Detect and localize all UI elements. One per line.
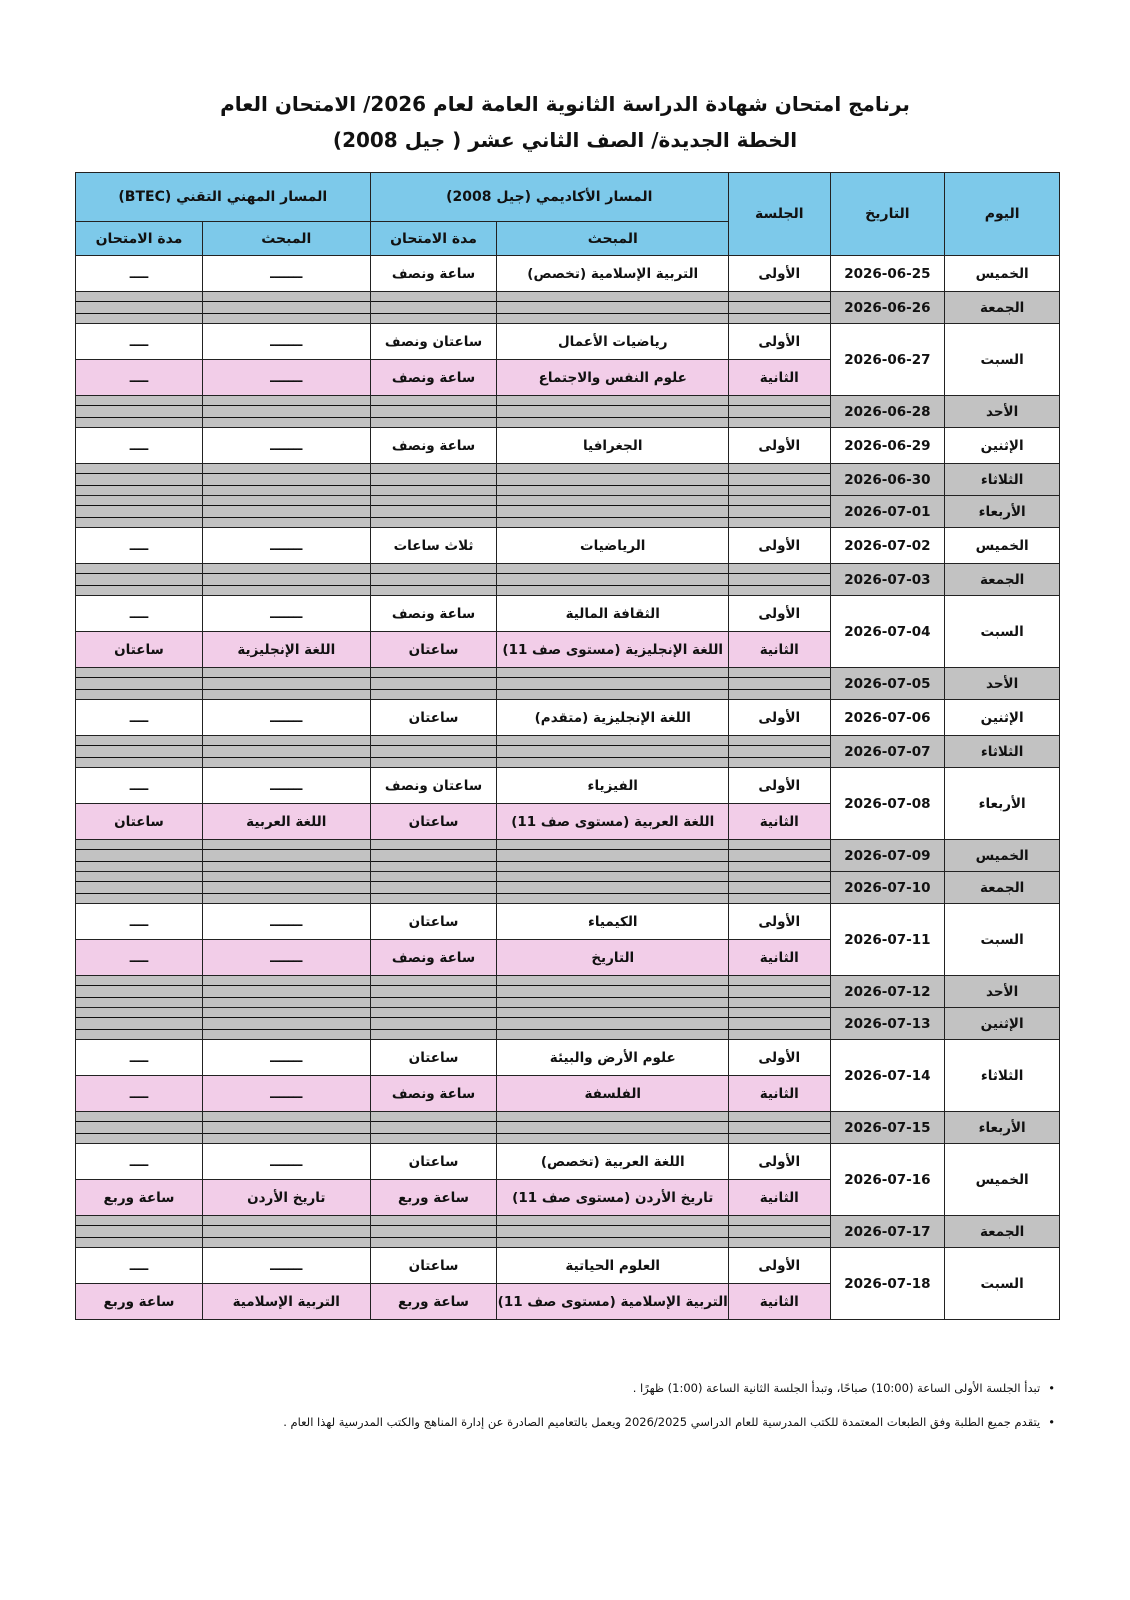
- empty-cell: [729, 976, 831, 1008]
- btec-subject-cell: التربية الإسلامية: [203, 1284, 371, 1320]
- header-day: اليوم: [945, 173, 1060, 256]
- note-item: [60, 1412, 1055, 1432]
- academic-subject-cell: الثقافة المالية: [497, 596, 729, 632]
- empty-cell: [203, 564, 371, 596]
- empty-cell: [497, 496, 729, 528]
- table-row-no-exam: [76, 840, 1060, 872]
- btec-duration-cell: ساعة وربع: [76, 1284, 203, 1320]
- btec-duration-cell: ــــ: [76, 528, 203, 564]
- academic-subject-cell: الجغرافيا: [497, 428, 729, 464]
- academic-subject-cell: علوم الأرض والبيئة: [497, 1040, 729, 1076]
- table-row: [76, 1248, 1060, 1284]
- table-row: [76, 528, 1060, 564]
- day-cell: الجمعة: [945, 292, 1060, 324]
- date-cell: 2026-07-13: [830, 1008, 945, 1040]
- day-cell: الإثنين: [945, 428, 1060, 464]
- day-cell: الثلاثاء: [945, 1040, 1060, 1112]
- page-title: برنامج امتحان شهادة الدراسة الثانوية العامة لعام 2026/ الامتحان العام: [220, 92, 910, 116]
- header-btec-subject: المبحث: [203, 222, 371, 256]
- empty-cell: [497, 292, 729, 324]
- btec-duration-cell: ــــ: [76, 904, 203, 940]
- btec-subject-cell: ـــــــ: [203, 768, 371, 804]
- empty-cell: [76, 564, 203, 596]
- academic-duration-cell: ساعة وربع: [370, 1284, 497, 1320]
- academic-duration-cell: ساعة ونصف: [370, 256, 497, 292]
- header-academic-track: المسار الأكاديمي (جيل 2008): [370, 173, 728, 222]
- day-cell: السبت: [945, 904, 1060, 976]
- academic-subject-cell: تاريخ الأردن (مستوى صف 11): [497, 1180, 729, 1216]
- date-cell: 2026-07-15: [830, 1112, 945, 1144]
- day-cell: الثلاثاء: [945, 736, 1060, 768]
- academic-duration-cell: ساعتان: [370, 804, 497, 840]
- btec-duration-cell: ــــ: [76, 324, 203, 360]
- date-cell: 2026-07-02: [830, 528, 945, 564]
- academic-duration-cell: ساعة ونصف: [370, 940, 497, 976]
- academic-duration-cell: ساعتان: [370, 700, 497, 736]
- empty-cell: [729, 396, 831, 428]
- table-row-no-exam: [76, 1216, 1060, 1248]
- date-cell: 2026-07-12: [830, 976, 945, 1008]
- header-btec-track: المسار المهني التقني (BTEC): [76, 173, 371, 222]
- session-cell: الأولى: [729, 700, 831, 736]
- day-cell: السبت: [945, 596, 1060, 668]
- date-cell: 2026-06-27: [830, 324, 945, 396]
- empty-cell: [729, 464, 831, 496]
- date-cell: 2026-06-25: [830, 256, 945, 292]
- day-cell: الأربعاء: [945, 1112, 1060, 1144]
- table-row-no-exam: [76, 872, 1060, 904]
- day-cell: الجمعة: [945, 1216, 1060, 1248]
- empty-cell: [497, 736, 729, 768]
- academic-duration-cell: ساعة وربع: [370, 1180, 497, 1216]
- btec-duration-cell: ــــ: [76, 1076, 203, 1112]
- day-cell: الإثنين: [945, 1008, 1060, 1040]
- empty-cell: [729, 496, 831, 528]
- table-row-no-exam: [76, 464, 1060, 496]
- empty-cell: [203, 464, 371, 496]
- session-cell: الأولى: [729, 596, 831, 632]
- table-row: [76, 596, 1060, 632]
- empty-cell: [370, 1008, 497, 1040]
- note-text: تبدأ الجلسة الأولى الساعة (10:00) صباحًا، وتبدأ الجلسة الثانية الساعة (1:00) ظهرًا .: [632, 1381, 1041, 1395]
- empty-cell: [729, 1216, 831, 1248]
- date-cell: 2026-07-08: [830, 768, 945, 840]
- table-row-no-exam: [76, 292, 1060, 324]
- session-cell: الأولى: [729, 528, 831, 564]
- table-row: [76, 700, 1060, 736]
- header-academic-subject: المبحث: [497, 222, 729, 256]
- empty-cell: [729, 736, 831, 768]
- date-cell: 2026-07-06: [830, 700, 945, 736]
- date-cell: 2026-07-17: [830, 1216, 945, 1248]
- page-subtitle: الخطة الجديدة/ الصف الثاني عشر ( جيل 2008): [332, 128, 798, 152]
- academic-duration-cell: ساعة ونصف: [370, 428, 497, 464]
- empty-cell: [76, 668, 203, 700]
- header-academic-duration: مدة الامتحان: [370, 222, 497, 256]
- empty-cell: [497, 1112, 729, 1144]
- btec-subject-cell: ـــــــ: [203, 428, 371, 464]
- btec-subject-cell: اللغة الإنجليزية: [203, 632, 371, 668]
- academic-duration-cell: ساعة ونصف: [370, 360, 497, 396]
- academic-subject-cell: الفيزياء: [497, 768, 729, 804]
- btec-duration-cell: ــــ: [76, 700, 203, 736]
- btec-subject-cell: ـــــــ: [203, 256, 371, 292]
- academic-subject-cell: التربية الإسلامية (مستوى صف 11): [497, 1284, 729, 1320]
- table-row: [76, 324, 1060, 360]
- day-cell: الجمعة: [945, 564, 1060, 596]
- academic-duration-cell: ساعتان ونصف: [370, 768, 497, 804]
- empty-cell: [370, 1112, 497, 1144]
- date-cell: 2026-07-05: [830, 668, 945, 700]
- session-cell: الأولى: [729, 1144, 831, 1180]
- btec-duration-cell: ــــ: [76, 428, 203, 464]
- day-cell: الخميس: [945, 528, 1060, 564]
- table-row: [76, 256, 1060, 292]
- empty-cell: [203, 668, 371, 700]
- date-cell: 2026-07-01: [830, 496, 945, 528]
- date-cell: 2026-07-07: [830, 736, 945, 768]
- date-cell: 2026-07-03: [830, 564, 945, 596]
- table-row-no-exam: [76, 396, 1060, 428]
- exam-schedule-table: [75, 172, 1060, 1320]
- empty-cell: [76, 1216, 203, 1248]
- academic-duration-cell: ساعتان: [370, 632, 497, 668]
- document-header: [0, 86, 1130, 158]
- table-header: [76, 173, 1060, 256]
- table-row-no-exam: [76, 736, 1060, 768]
- empty-cell: [370, 292, 497, 324]
- empty-cell: [203, 496, 371, 528]
- header-btec-duration: مدة الامتحان: [76, 222, 203, 256]
- empty-cell: [203, 736, 371, 768]
- empty-cell: [729, 872, 831, 904]
- day-cell: الخميس: [945, 840, 1060, 872]
- btec-duration-cell: ــــ: [76, 256, 203, 292]
- empty-cell: [76, 396, 203, 428]
- empty-cell: [203, 1008, 371, 1040]
- header-date: التاريخ: [830, 173, 945, 256]
- empty-cell: [76, 292, 203, 324]
- empty-cell: [497, 976, 729, 1008]
- btec-duration-cell: ــــ: [76, 940, 203, 976]
- empty-cell: [729, 564, 831, 596]
- empty-cell: [497, 1216, 729, 1248]
- academic-subject-cell: اللغة الإنجليزية (متقدم): [497, 700, 729, 736]
- table-row-no-exam: [76, 668, 1060, 700]
- day-cell: الخميس: [945, 1144, 1060, 1216]
- date-cell: 2026-07-04: [830, 596, 945, 668]
- empty-cell: [497, 564, 729, 596]
- session-cell: الثانية: [729, 1076, 831, 1112]
- academic-duration-cell: ساعتان: [370, 904, 497, 940]
- date-cell: 2026-06-26: [830, 292, 945, 324]
- empty-cell: [76, 1008, 203, 1040]
- session-cell: الأولى: [729, 324, 831, 360]
- table-row-no-exam: [76, 1112, 1060, 1144]
- btec-subject-cell: ـــــــ: [203, 940, 371, 976]
- btec-duration-cell: ساعة وربع: [76, 1180, 203, 1216]
- empty-cell: [370, 976, 497, 1008]
- empty-cell: [76, 840, 203, 872]
- empty-cell: [497, 840, 729, 872]
- session-cell: الثانية: [729, 632, 831, 668]
- day-cell: الأحد: [945, 976, 1060, 1008]
- btec-subject-cell: تاريخ الأردن: [203, 1180, 371, 1216]
- empty-cell: [203, 976, 371, 1008]
- academic-subject-cell: الرياضيات: [497, 528, 729, 564]
- empty-cell: [370, 464, 497, 496]
- bullet-icon: •: [1048, 1415, 1055, 1429]
- empty-cell: [497, 1008, 729, 1040]
- btec-subject-cell: ـــــــ: [203, 904, 371, 940]
- empty-cell: [203, 396, 371, 428]
- academic-subject-cell: اللغة الإنجليزية (مستوى صف 11): [497, 632, 729, 668]
- day-cell: الأربعاء: [945, 496, 1060, 528]
- date-cell: 2026-06-30: [830, 464, 945, 496]
- empty-cell: [729, 668, 831, 700]
- empty-cell: [76, 872, 203, 904]
- note-item: [60, 1378, 1055, 1398]
- btec-subject-cell: ـــــــ: [203, 360, 371, 396]
- empty-cell: [497, 872, 729, 904]
- btec-subject-cell: اللغة العربية: [203, 804, 371, 840]
- empty-cell: [370, 736, 497, 768]
- empty-cell: [370, 668, 497, 700]
- day-cell: السبت: [945, 1248, 1060, 1320]
- btec-subject-cell: ـــــــ: [203, 700, 371, 736]
- table-row: [76, 768, 1060, 804]
- empty-cell: [370, 564, 497, 596]
- day-cell: الأحد: [945, 396, 1060, 428]
- empty-cell: [370, 872, 497, 904]
- btec-duration-cell: ــــ: [76, 1040, 203, 1076]
- btec-subject-cell: ـــــــ: [203, 596, 371, 632]
- table-row-no-exam: [76, 496, 1060, 528]
- note-text: يتقدم جميع الطلبة وفق الطبعات المعتمدة للكتب المدرسية للعام الدراسي 2026/2025 ويعمل بالتعاميم الصادرة عن إدارة المناهج والكتب المدرسية لهذا العام .: [283, 1415, 1041, 1429]
- btec-duration-cell: ــــ: [76, 1248, 203, 1284]
- empty-cell: [370, 496, 497, 528]
- academic-subject-cell: التاريخ: [497, 940, 729, 976]
- table-body: [76, 256, 1060, 1320]
- academic-subject-cell: التربية الإسلامية (تخصص): [497, 256, 729, 292]
- empty-cell: [76, 1112, 203, 1144]
- date-cell: 2026-06-28: [830, 396, 945, 428]
- session-cell: الأولى: [729, 768, 831, 804]
- table-row: [76, 428, 1060, 464]
- session-cell: الثانية: [729, 360, 831, 396]
- session-cell: الأولى: [729, 1040, 831, 1076]
- empty-cell: [203, 1216, 371, 1248]
- date-cell: 2026-07-10: [830, 872, 945, 904]
- empty-cell: [370, 840, 497, 872]
- empty-cell: [729, 1112, 831, 1144]
- academic-duration-cell: ساعتان ونصف: [370, 324, 497, 360]
- bullet-icon: •: [1048, 1381, 1055, 1395]
- empty-cell: [203, 872, 371, 904]
- btec-subject-cell: ـــــــ: [203, 1040, 371, 1076]
- btec-duration-cell: ــــ: [76, 360, 203, 396]
- notes-section: [60, 1378, 1055, 1446]
- btec-duration-cell: ــــ: [76, 768, 203, 804]
- btec-duration-cell: ــــ: [76, 1144, 203, 1180]
- empty-cell: [497, 668, 729, 700]
- empty-cell: [203, 1112, 371, 1144]
- btec-subject-cell: ـــــــ: [203, 1076, 371, 1112]
- academic-subject-cell: اللغة العربية (مستوى صف 11): [497, 804, 729, 840]
- session-cell: الأولى: [729, 1248, 831, 1284]
- academic-subject-cell: الكيمياء: [497, 904, 729, 940]
- table-row: [76, 904, 1060, 940]
- table-row-no-exam: [76, 976, 1060, 1008]
- empty-cell: [370, 396, 497, 428]
- table-row: [76, 1144, 1060, 1180]
- date-cell: 2026-07-18: [830, 1248, 945, 1320]
- empty-cell: [203, 840, 371, 872]
- empty-cell: [370, 1216, 497, 1248]
- btec-duration-cell: ساعتان: [76, 632, 203, 668]
- session-cell: الأولى: [729, 904, 831, 940]
- empty-cell: [76, 736, 203, 768]
- empty-cell: [76, 976, 203, 1008]
- btec-duration-cell: ساعتان: [76, 804, 203, 840]
- day-cell: الخميس: [945, 256, 1060, 292]
- academic-subject-cell: اللغة العربية (تخصص): [497, 1144, 729, 1180]
- date-cell: 2026-07-09: [830, 840, 945, 872]
- day-cell: السبت: [945, 324, 1060, 396]
- btec-duration-cell: ــــ: [76, 596, 203, 632]
- session-cell: الأولى: [729, 428, 831, 464]
- empty-cell: [497, 464, 729, 496]
- day-cell: الثلاثاء: [945, 464, 1060, 496]
- academic-subject-cell: الفلسفة: [497, 1076, 729, 1112]
- empty-cell: [497, 396, 729, 428]
- table-row: [76, 1040, 1060, 1076]
- day-cell: الإثنين: [945, 700, 1060, 736]
- empty-cell: [729, 1008, 831, 1040]
- day-cell: الجمعة: [945, 872, 1060, 904]
- empty-cell: [729, 840, 831, 872]
- session-cell: الأولى: [729, 256, 831, 292]
- academic-subject-cell: رياضيات الأعمال: [497, 324, 729, 360]
- empty-cell: [76, 496, 203, 528]
- academic-duration-cell: ساعة ونصف: [370, 1076, 497, 1112]
- header-session: الجلسة: [729, 173, 831, 256]
- date-cell: 2026-07-16: [830, 1144, 945, 1216]
- academic-duration-cell: ساعتان: [370, 1144, 497, 1180]
- day-cell: الأحد: [945, 668, 1060, 700]
- date-cell: 2026-07-11: [830, 904, 945, 976]
- empty-cell: [729, 292, 831, 324]
- academic-duration-cell: ساعة ونصف: [370, 596, 497, 632]
- day-cell: الأربعاء: [945, 768, 1060, 840]
- table-row-no-exam: [76, 1008, 1060, 1040]
- session-cell: الثانية: [729, 940, 831, 976]
- academic-duration-cell: ساعتان: [370, 1248, 497, 1284]
- empty-cell: [76, 464, 203, 496]
- btec-subject-cell: ـــــــ: [203, 528, 371, 564]
- session-cell: الثانية: [729, 1284, 831, 1320]
- empty-cell: [203, 292, 371, 324]
- btec-subject-cell: ـــــــ: [203, 1144, 371, 1180]
- academic-subject-cell: علوم النفس والاجتماع: [497, 360, 729, 396]
- date-cell: 2026-07-14: [830, 1040, 945, 1112]
- btec-subject-cell: ـــــــ: [203, 324, 371, 360]
- date-cell: 2026-06-29: [830, 428, 945, 464]
- btec-subject-cell: ـــــــ: [203, 1248, 371, 1284]
- session-cell: الثانية: [729, 1180, 831, 1216]
- table-row-no-exam: [76, 564, 1060, 596]
- academic-duration-cell: ثلاث ساعات: [370, 528, 497, 564]
- academic-duration-cell: ساعتان: [370, 1040, 497, 1076]
- academic-subject-cell: العلوم الحياتية: [497, 1248, 729, 1284]
- session-cell: الثانية: [729, 804, 831, 840]
